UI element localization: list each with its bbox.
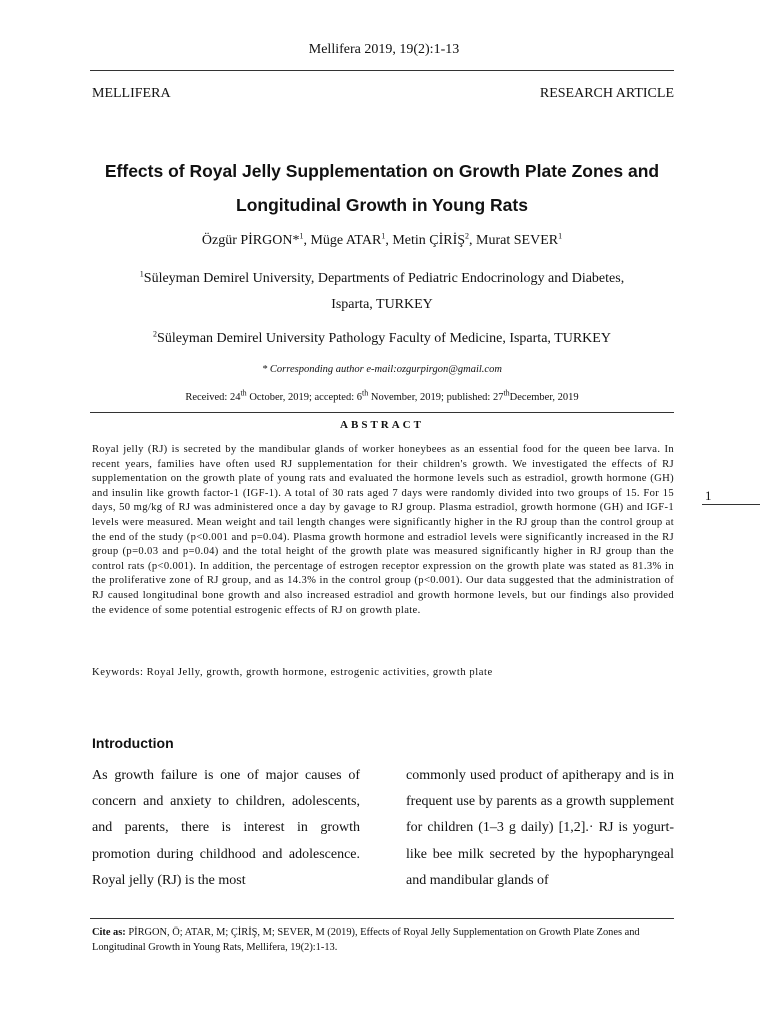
article-title (90, 154, 674, 222)
citation-rule (90, 918, 674, 919)
affiliation-text: Süleyman Demirel University Pathology Faculty of Medicine, Isparta, TURKEY (157, 331, 611, 346)
page-number-rule (702, 504, 760, 505)
affiliation-text: Süleyman Demirel University, Departments of Pediatric Endocrinology and Diabetes, (143, 271, 625, 286)
author-name: Murat SEVER (476, 233, 559, 248)
header-rule (90, 70, 674, 71)
author-list: Özgür PİRGON*$^1$, Müge ATAR$^1$, Metin ÇİRİŞ$^2$, Murat SEVER$^1$ (201, 231, 563, 248)
author-name: Müge ATAR (310, 233, 382, 248)
page-number: 1 (705, 488, 712, 503)
affiliation-1 (90, 266, 674, 318)
author-affil-sup: 1 (299, 231, 304, 241)
intro-paragraph: As growth failure is one of major causes of concern and anxiety to children, adolescents, and parents, there is interest in growth promotion during childhood and adolescence. Royal jelly (RJ) is the most (92, 768, 360, 888)
affiliation-sup: 1 (139, 269, 144, 279)
citation-label: Cite as: (92, 927, 126, 938)
publication-dates: Received: 24th October, 2019; accepted: 6th November, 2019; published: 27thDecember, 2019 (185, 388, 579, 403)
introduction-heading: Introduction (92, 735, 174, 751)
abstract-top-rule (90, 412, 674, 413)
affiliation-text: Isparta, TURKEY (331, 297, 433, 312)
intro-column-right (406, 763, 674, 894)
abstract-text: Royal jelly (RJ) is secreted by the mandibular glands of worker honeybees as an essential food for the queen bee larva. In recent years, families have often used RJ supplementation for their children's growth. We investigated the effects of RJ supplementation on the growth plate of young rats and evaluated the hormone levels such as estradiol, growth hormone (GH) and insulin like growth factor-1 (IGF-1). A total of 30 rats aged 7 days were randomly divided into two groups of 15. For 15 days, 50 mg/kg of RJ was administered once a day by gavage to RJ group. Plasma estradiol, growth hormone (GH) and IGF-1 levels were measured. Mean weight and tail length changes were significantly higher in the RJ group than the control group at the end of the study (p<0.001 and p=0.04). Plasma growth hormone and estradiol levels were significantly increased in the RJ group (p=0.03 and p=0.04) and the total height of the growth plate was measured significantly higher in RJ group than the control rats (p<0.001). In addition, the percentage of estrogen receptor expression on the growth plate was stated as 81.3% in the proliferative zone of RJ group, and as 14.3% in the control group (p<0.001). Our data suggested that the administration of RJ caused longitudinal bone growth and also increased estradiol and growth hormone levels, but our findings also provided the evidence of some potential estrogenic effects of RJ on growth plate. (92, 444, 674, 616)
intro-paragraph: commonly used product of apitherapy and is in frequent use by parents as a growth supplement for children (1–3 g daily) [1,2].· RJ is yogurt-like bee milk secreted by the hypopharyngeal and mandibular glands of (406, 768, 674, 888)
citation-text: PİRGON, Ö; ATAR, M; ÇİRİŞ, M; SEVER, M (2019), Effects of Royal Jelly Supplementation on Growth Plate Zones and Longitudinal Growth in Young Rats, Mellifera, 19(2):1-13. (92, 927, 640, 953)
keywords: Keywords: Royal Jelly, growth, growth hormone, estrogenic activities, growth plate (92, 667, 493, 678)
corresponding-author: * Corresponding author e-mail:ozgurpirgon@gmail.com (262, 364, 502, 375)
author-affil-sup: 1 (558, 231, 563, 241)
affiliation-2 (90, 326, 674, 352)
title-line-2: Longitudinal Growth in Young Rats (236, 195, 528, 215)
intro-column-left (92, 763, 360, 894)
article-type: RESEARCH ARTICLE (539, 86, 674, 101)
author-name: Özgür PİRGON* (201, 233, 300, 248)
citation-box (92, 925, 674, 955)
journal-citation-header: Mellifera 2019, 19(2):1-13 (308, 42, 460, 57)
affiliation-sup: 2 (153, 329, 158, 339)
author-affil-sup: 2 (465, 231, 470, 241)
author-name: Metin ÇİRİŞ (392, 233, 466, 248)
title-line-1: Effects of Royal Jelly Supplementation on Growth Plate Zones and (104, 161, 660, 181)
author-affil-sup: 1 (381, 231, 386, 241)
journal-name: MELLIFERA (92, 86, 171, 101)
abstract-heading: ABSTRACT (340, 419, 424, 431)
